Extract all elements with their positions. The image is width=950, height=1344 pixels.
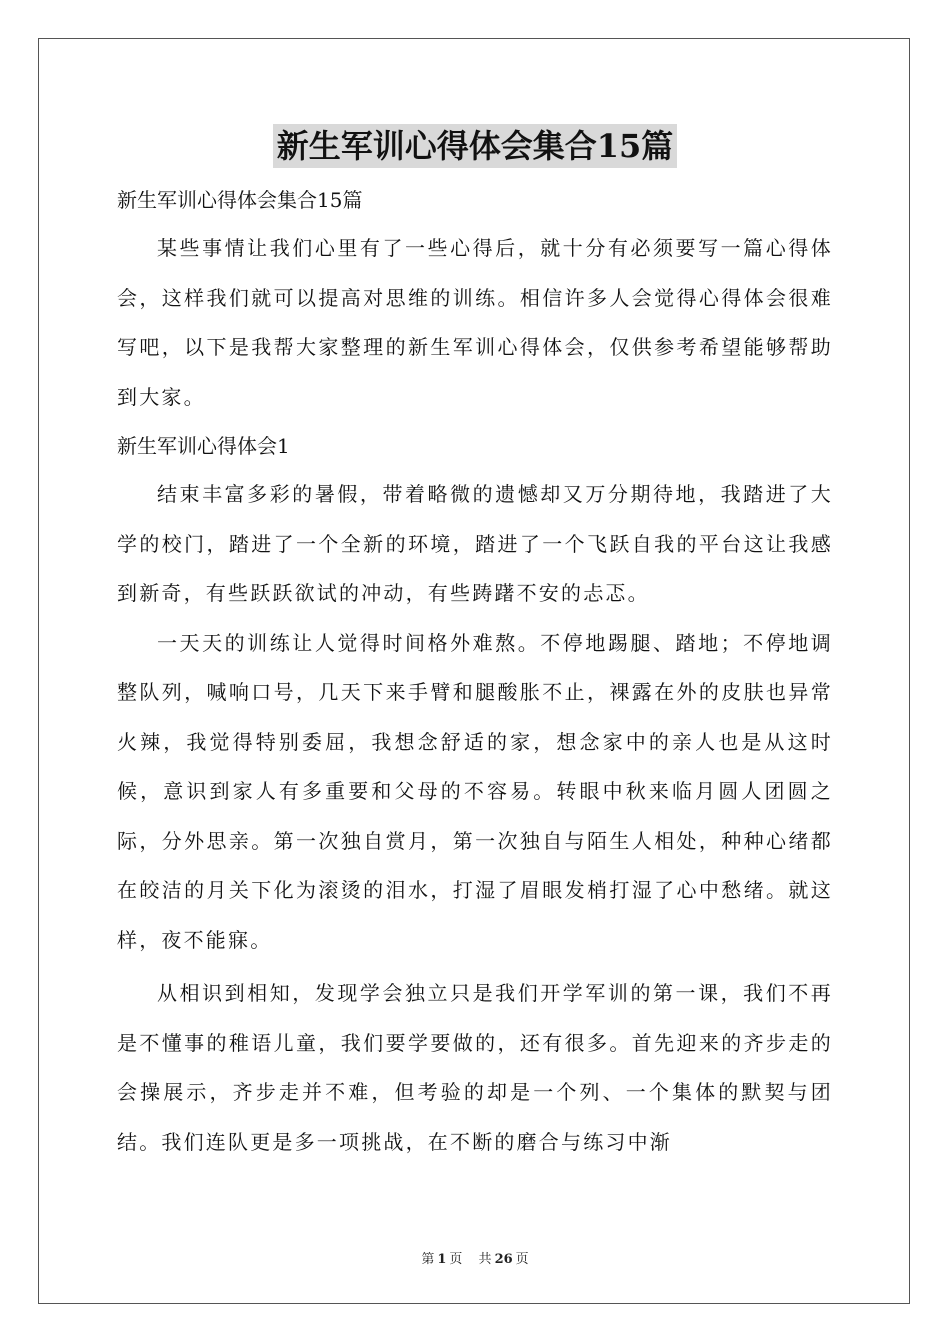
page-footer — [0, 1248, 950, 1267]
total-prefix: 共 — [478, 1252, 492, 1267]
body-paragraph-2: 一天天的训练让人觉得时间格外难熬。不停地踢腿、踏地；不停地调整队列，喊响口号，几天下来手臂和腿酸胀不止，裸露在外的皮肤也异常火辣，我觉得特别委屈，我想念舒适的家，想念家中的亲人也是从这时候，意识到家人有多重要和父母的不容易。转眼中秋来临月圆人团圆之际，分外思亲。第一次独自赏月，第一次独自与陌生人相处，种种心绪都在皎洁的月关下化为滚烫的泪水，打湿了眉眼发梢打湿了心中愁绪。就这样，夜不能寐。 — [117, 630, 833, 952]
body-paragraph-3: 从相识到相知，发现学会独立只是我们开学军训的第一课，我们不再是不懂事的稚语儿童，我们要学要做的，还有很多。首先迎来的齐步走的会操展示，齐步走并不难，但考验的却是一个列、一个集体的默契与团结。我们连队更是多一项挑战，在不断的磨合与练习中渐 — [117, 981, 833, 1154]
section-heading: 新生军训心得体会1 — [117, 434, 290, 458]
total-suffix: 页 — [515, 1252, 529, 1267]
total-pages — [476, 1252, 532, 1267]
total-count: 26 — [494, 1252, 513, 1267]
page-number — [418, 1252, 465, 1267]
title-wrap — [0, 124, 950, 168]
page-prefix: 第 — [421, 1252, 435, 1267]
intro-paragraph: 某些事情让我们心里有了一些心得后，就十分有必须要写一篇心得体会，这样我们就可以提高对思维的训练。相信许多人会觉得心得体会很难写吧，以下是我帮大家整理的新生军训心得体会，仅供参考希望能够帮助到大家。 — [117, 236, 833, 409]
page-suffix: 页 — [449, 1252, 463, 1267]
body-paragraph-1: 结束丰富多彩的暑假，带着略微的遗憾却又万分期待地，我踏进了大学的校门，踏进了一个全新的环境，踏进了一个飞跃自我的平台这让我感到新奇，有些跃跃欲试的冲动，有些踌躇不安的忐忑。 — [117, 482, 833, 605]
document-subtitle: 新生军训心得体会集合15篇 — [117, 188, 363, 212]
document-body — [117, 176, 833, 1167]
page-current: 1 — [437, 1252, 447, 1267]
document-title: 新生军训心得体会集合15篇 — [273, 124, 678, 168]
